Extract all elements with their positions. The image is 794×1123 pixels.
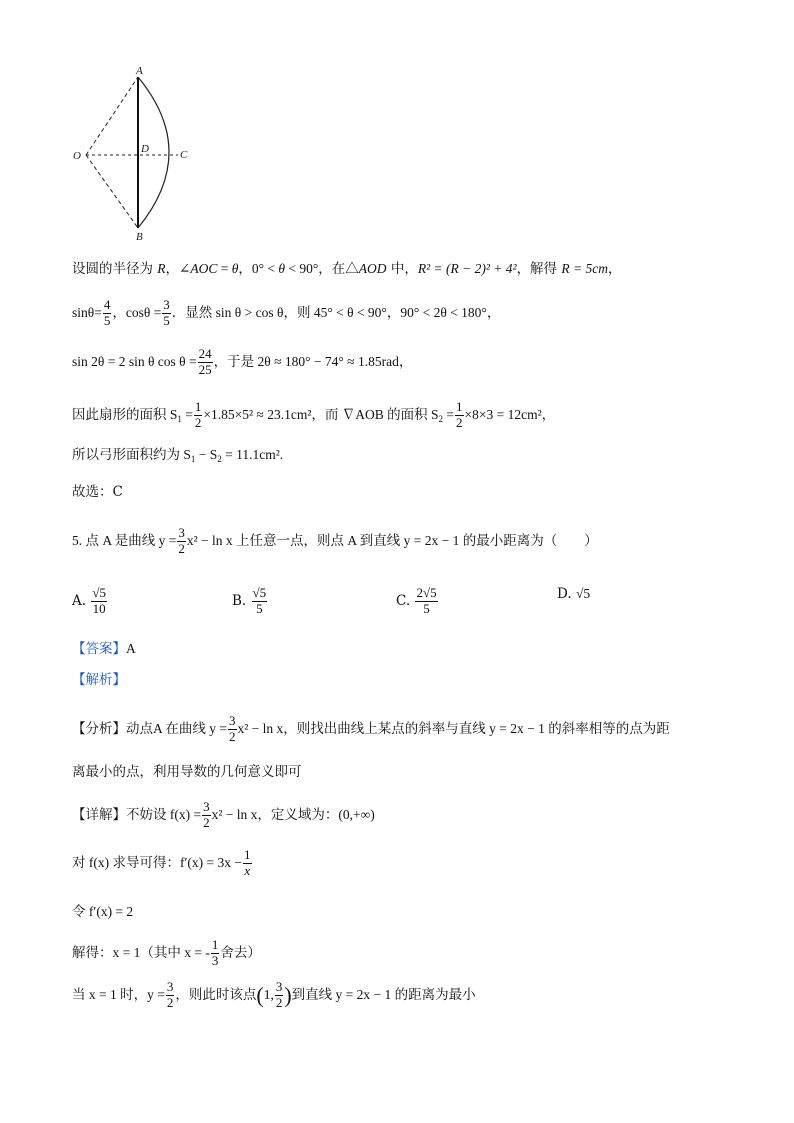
option-c: C. $\frac{2√5}{5}$ (396, 585, 437, 616)
label-d: D (141, 143, 149, 155)
analysis-tag: 【解析】 (72, 672, 126, 688)
arc-segment-figure (60, 62, 260, 242)
detail-line-1: 【详解】不妨设 f(x) = $\frac{3}{2}$ x² − ln x，定义域为：(0,+∞) (72, 799, 375, 830)
detail-line-4: 解得：x = 1（其中 x = - $\frac{1}{3}$ 舍去） (72, 937, 261, 968)
answer-line: 【答案】A (72, 641, 136, 657)
option-b: B. $\frac{√5}{5}$ (232, 585, 267, 616)
solution-line-5: 所以弓形面积约为 $S_1 - S_2 = 11.1cm^2$. (72, 447, 284, 464)
solution-line-2: sinθ= $\frac{4}{5}$ ，cosθ = $\frac{3}{5}$ ．显然 sin θ > cos θ，则 45° < θ < 90°，90° < 2θ < 180°， (72, 297, 501, 328)
solution-line-3: sin 2θ = 2 sin θ cos θ = $\frac{24}{25}$ ，于是 2θ ≈ 180° − 74° ≈ 1.85rad， (72, 346, 413, 377)
label-c: C (180, 149, 188, 161)
analysis-line-1: 【分析】动点A 在曲线 y = $\frac{3}{2}$ x² − ln x，则找出曲线上某点的斜率与直线 y = 2x − 1 的斜率相等的点为距 (72, 713, 670, 744)
solution-line-4: 因此扇形的面积 $S_1$ = $\frac{1}{2}$ ×1.85×5² ≈ 23.1cm²，而 ∇AOB 的面积 $S_2$ = $\frac{1}{2}$ ×8×3 = 12cm²， (72, 399, 556, 430)
label-b: B (136, 231, 143, 242)
detail-line-2: 对 f(x) 求导可得：f′(x) = 3x − $\frac{1}{x}$ (72, 847, 251, 878)
detail-line-5: 当 x = 1 时，y = $\frac{3}{2}$ ，则此时该点(1, $\frac{3}{2}$ )到直线 y = 2x − 1 的距离为最小 (72, 979, 476, 1010)
solution-line-1: 设圆的半径为 R，∠AOC = θ，0° < θ < 90°，在△AOD 中，R² = (R − 2)² + 4²，解得 R = 5cm， (72, 261, 622, 277)
line-oa (86, 77, 138, 155)
answer-tag: 【答案】 (72, 641, 126, 657)
solution-answer-line: 故选：C (72, 484, 123, 500)
option-a: A. $\frac{√5}{10}$ (72, 585, 106, 616)
question-5-stem: 5. 点 A 是曲线 y = $\frac{3}{2}$ x² − ln x 上任意一点，则点 A 到直线 y = 2x − 1 的最小距离为（ ） (72, 525, 598, 556)
analysis-line-2: 离最小的点，利用导数的几何意义即可 (72, 764, 302, 780)
option-d: D. √5 (557, 586, 591, 602)
label-a: A (136, 65, 143, 77)
line-ob (86, 155, 138, 228)
detail-line-3: 令 f′(x) = 2 (72, 904, 134, 919)
label-o: O (73, 150, 81, 162)
